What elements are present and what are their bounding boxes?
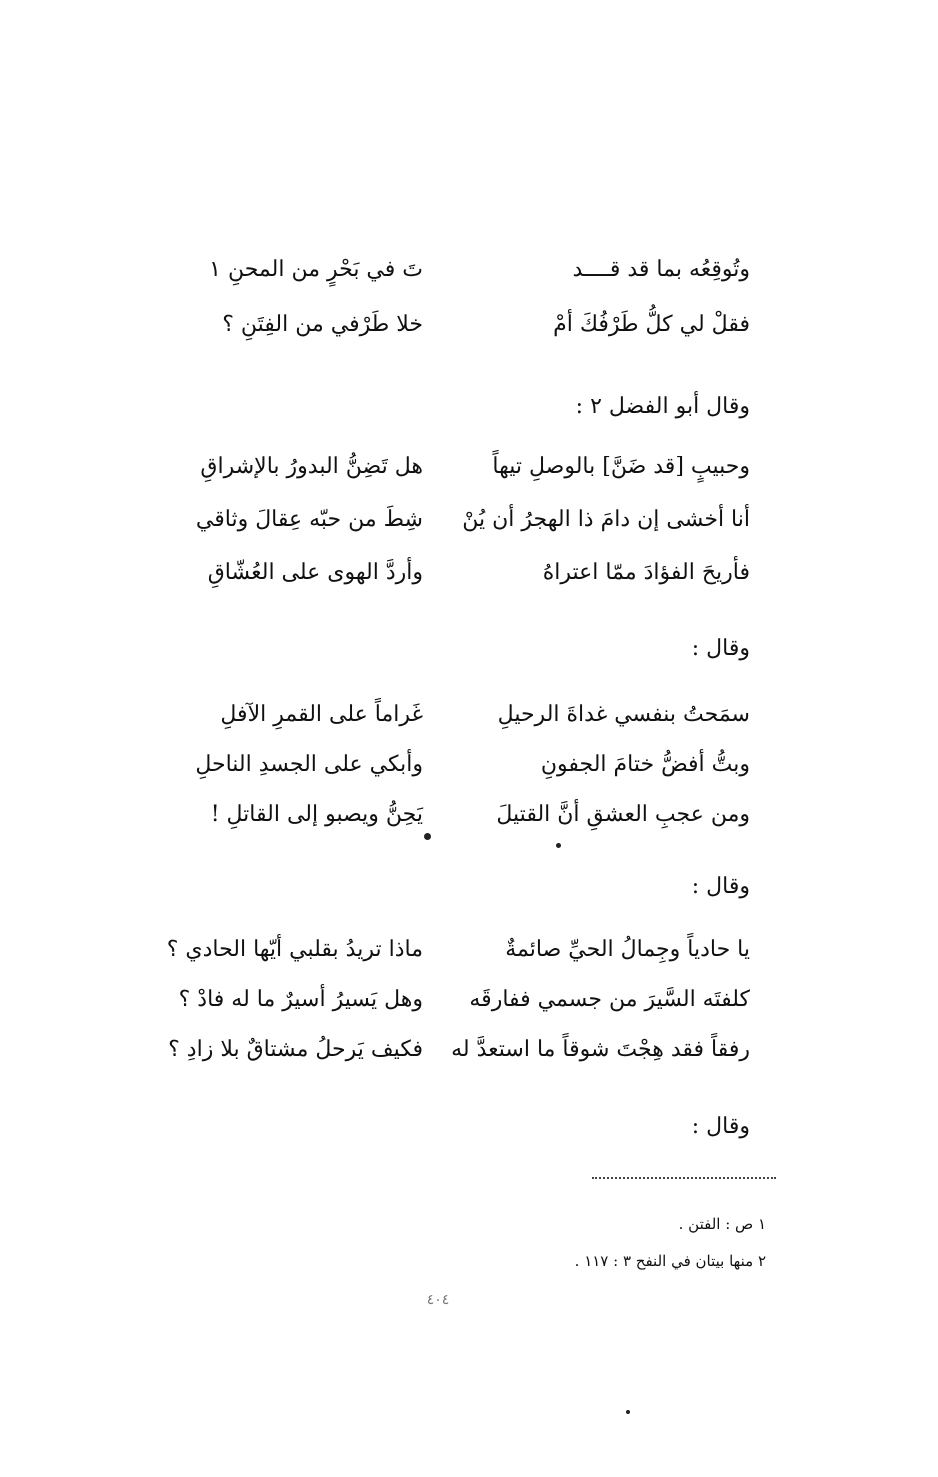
verse-6-left: غَراماً على القمرِ الآفلِ xyxy=(220,702,423,727)
verse-8-left: يَحِنُّ ويصبو إلى القاتلِ ! xyxy=(210,802,423,827)
verse-8-right: ومن عجبِ العشقِ أنَّ القتيلَ xyxy=(496,802,750,827)
verse-11-left: فكيف يَرحلُ مشتاقٌ بلا زادِ ؟ xyxy=(168,1037,423,1062)
ink-speck xyxy=(556,843,561,848)
verse-5-right: فأريحَ الفؤادَ ممّا اعتراهُ xyxy=(542,560,750,585)
section-heading-qal-1: وقال : xyxy=(691,636,750,661)
footnote-1: ١ ص : الفتن . xyxy=(678,1215,766,1233)
verse-9-left: ماذا تريدُ بقلبي أيّها الحادي ؟ xyxy=(166,937,423,962)
section-heading-abu-alfadl: وقال أبو الفضل ٢ : xyxy=(575,394,750,419)
verse-4-right: أنا أخشى إن دامَ ذا الهجرُ أن يُنْ xyxy=(462,507,750,532)
verse-6-right: سمَحتُ بنفسي غداةَ الرحيلِ xyxy=(497,702,750,727)
footnote-separator xyxy=(592,1177,776,1179)
section-heading-qal-3: وقال : xyxy=(691,1114,750,1139)
verse-4-left: شِطَ من حبّه عِقالَ وثاقي xyxy=(195,507,423,532)
verse-2-right: فقلْ لي كلُّ طَرْفُكَ أمْ xyxy=(553,312,750,337)
verse-10-left: وهل يَسيرُ أسيرٌ ما له فادْ ؟ xyxy=(178,987,423,1012)
ink-speck xyxy=(424,833,431,840)
verse-11-right: رفقاً فقد هِجْتَ شوقاً ما استعدَّ له xyxy=(451,1037,750,1062)
verse-2-left: خلا طَرْفي من الفِتَنِ ؟ xyxy=(222,312,423,337)
verse-5-left: وأردَّ الهوى على العُشّاقِ xyxy=(207,560,423,585)
verse-3-right: وحبيبٍ [قد ضَنَّ] بالوصلِ تيهاً xyxy=(492,454,750,479)
ink-speck xyxy=(626,1410,630,1414)
verse-7-right: وبتُّ أفضُّ ختامَ الجفونِ xyxy=(540,752,750,777)
section-heading-qal-2: وقال : xyxy=(691,874,750,899)
footnote-2: ٢ منها بيتان في النفح ٣ : ١١٧ . xyxy=(574,1252,766,1270)
page-number: ٤٠٤ xyxy=(426,1292,450,1308)
verse-3-left: هل تَضِنُّ البدورُ بالإشراقِ xyxy=(200,454,423,479)
verse-1-left: تَ في بَحْرٍ من المحنِ ١ xyxy=(209,257,423,282)
verse-1-right: وتُوقِعُه بما قد قــــد xyxy=(572,257,750,282)
verse-9-right: يا حادياً وجِمالُ الحيِّ صائمةٌ xyxy=(505,937,750,962)
verse-10-right: كلفتَه السَّيرَ من جسمي ففارقَه xyxy=(469,987,750,1012)
verse-7-left: وأبكي على الجسدِ الناحلِ xyxy=(195,752,423,777)
